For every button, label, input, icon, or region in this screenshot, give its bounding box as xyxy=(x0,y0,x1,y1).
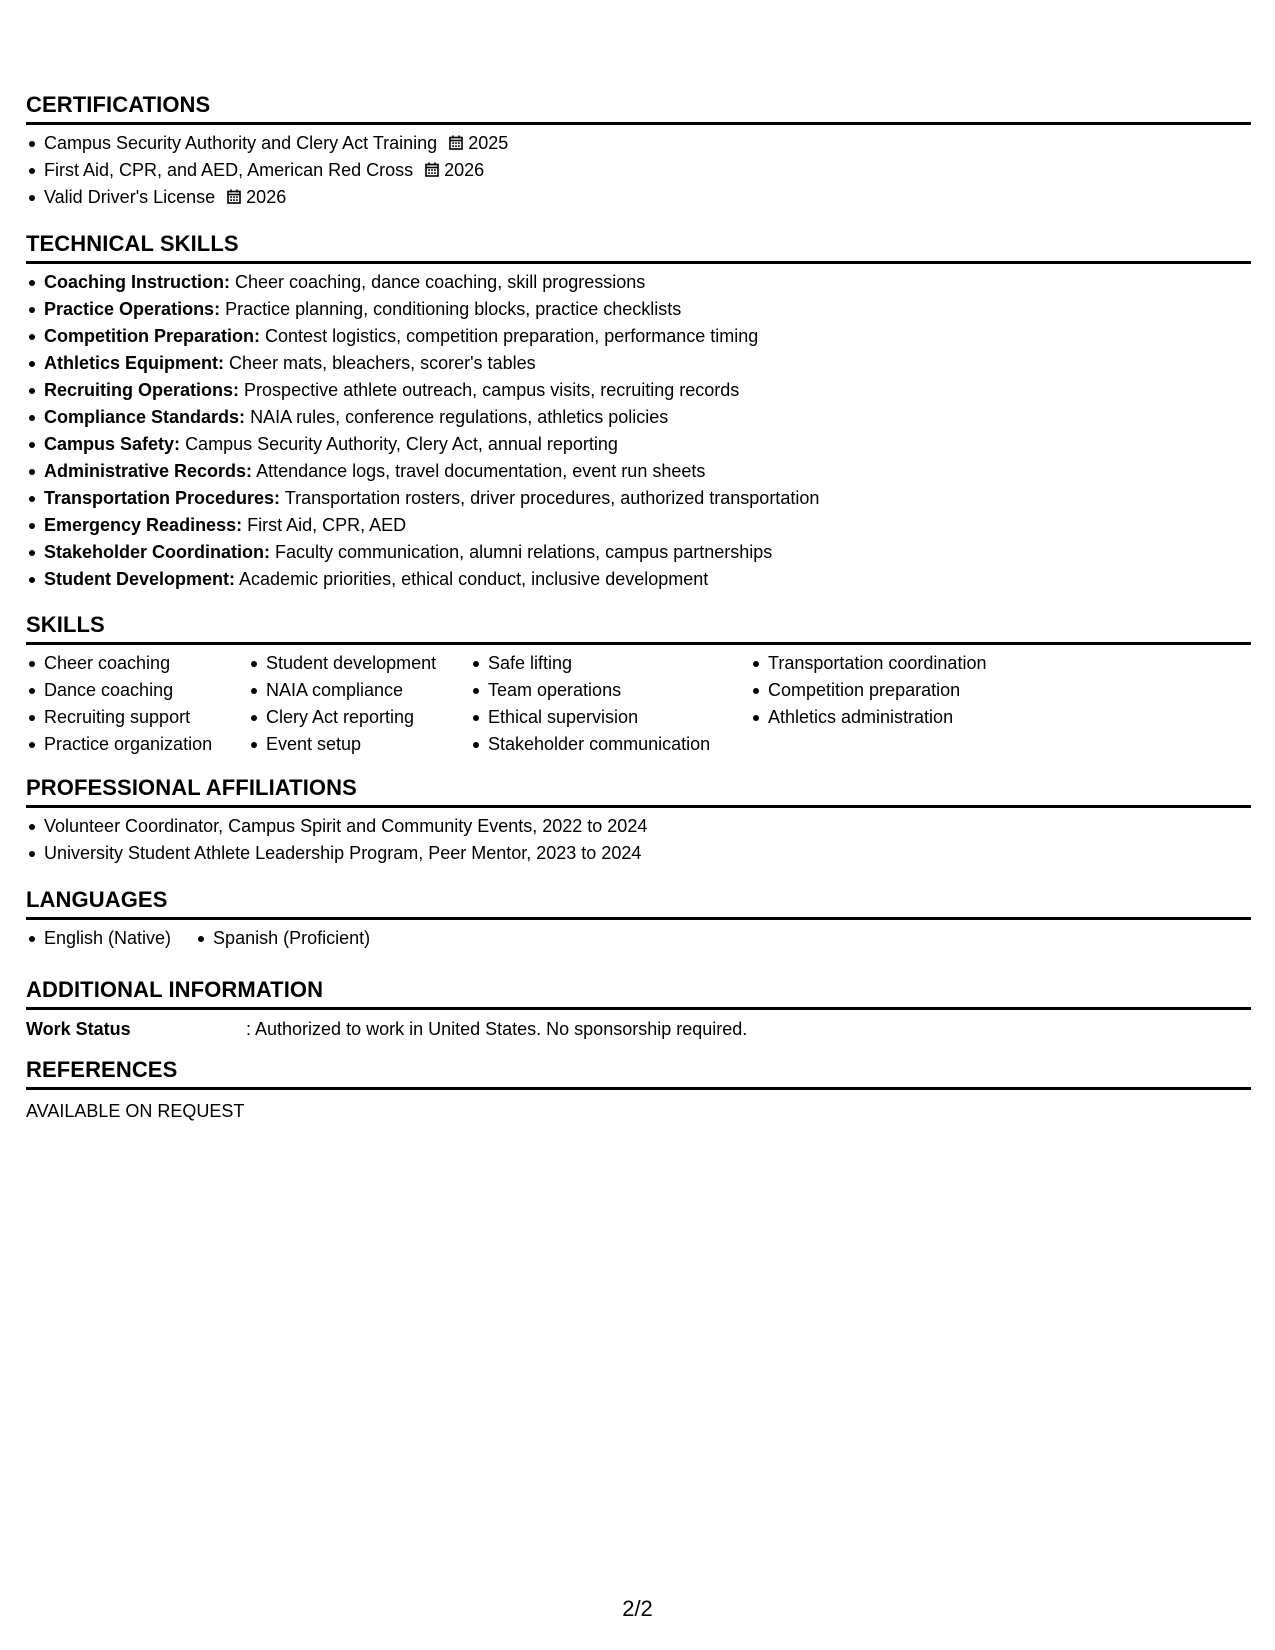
section-title-affiliations: PROFESSIONAL AFFILIATIONS xyxy=(26,775,1251,808)
list-item: Student development xyxy=(248,650,470,677)
skill-category-label: Stakeholder Coordination: xyxy=(44,542,271,562)
list-item: Volunteer Coordinator, Campus Spirit and Community Events, 2022 to 2024 xyxy=(26,813,1251,840)
skill-category-label: Athletics Equipment: xyxy=(44,353,225,373)
skill-category-text: NAIA rules, conference regulations, athletics policies xyxy=(250,407,669,427)
skill-category-text: Transportation rosters, driver procedures, authorized transportation xyxy=(284,488,820,508)
certifications-section xyxy=(26,92,1251,211)
skills-grid xyxy=(26,650,1251,758)
certification-name: Valid Driver's License xyxy=(44,187,216,207)
list-item xyxy=(26,323,1251,350)
technical-skills-section xyxy=(26,231,1251,593)
list-item: Ethical supervision xyxy=(470,704,750,731)
skill-category-label: Student Development: xyxy=(44,569,236,589)
list-item: Practice organization xyxy=(26,731,248,758)
list-item: Athletics administration xyxy=(750,704,1050,731)
skill-category-text: Cheer coaching, dance coaching, skill progressions xyxy=(235,272,646,292)
certification-name: Campus Security Authority and Clery Act Training xyxy=(44,133,438,153)
skills-column xyxy=(248,650,470,758)
work-status-row xyxy=(26,1016,1251,1042)
list-item xyxy=(26,458,1251,485)
skills-column xyxy=(750,650,1050,758)
references-section xyxy=(26,1057,1251,1124)
list-item: Spanish (Proficient) xyxy=(195,925,370,952)
work-status-label: Work Status xyxy=(26,1019,131,1039)
list-item: University Student Athlete Leadership Program, Peer Mentor, 2023 to 2024 xyxy=(26,840,1251,867)
affiliations-list xyxy=(26,813,1251,867)
certification-name: First Aid, CPR, and AED, American Red Cross xyxy=(44,160,414,180)
skill-category-text: Practice planning, conditioning blocks, practice checklists xyxy=(225,299,682,319)
references-text: AVAILABLE ON REQUEST xyxy=(26,1101,245,1121)
list-item: Cheer coaching xyxy=(26,650,248,677)
list-item: Event setup xyxy=(248,731,470,758)
list-item: English (Native) xyxy=(26,925,171,952)
skill-category-text: Faculty communication, alumni relations, campus partnerships xyxy=(275,542,773,562)
skill-category-label: Recruiting Operations: xyxy=(44,380,240,400)
skills-section xyxy=(26,612,1251,758)
list-item: NAIA compliance xyxy=(248,677,470,704)
calendar-icon xyxy=(227,189,241,204)
list-item xyxy=(26,269,1251,296)
certification-year: 2026 xyxy=(444,160,485,180)
list-item: Safe lifting xyxy=(470,650,750,677)
list-item xyxy=(26,377,1251,404)
skill-category-text: Prospective athlete outreach, campus visits, recruiting records xyxy=(244,380,740,400)
affiliations-section xyxy=(26,775,1251,867)
list-item: Transportation coordination xyxy=(750,650,1050,677)
skills-column xyxy=(470,650,750,758)
skills-column xyxy=(26,650,248,758)
skill-category-text: Campus Security Authority, Clery Act, annual reporting xyxy=(185,434,618,454)
skill-category-label: Transportation Procedures: xyxy=(44,488,281,508)
list-item: Competition preparation xyxy=(750,677,1050,704)
certifications-list xyxy=(26,130,1251,211)
section-title-references: REFERENCES xyxy=(26,1057,1251,1090)
skill-category-text: Academic priorities, ethical conduct, inclusive development xyxy=(239,569,709,589)
list-item xyxy=(26,130,1251,157)
section-title-certifications: CERTIFICATIONS xyxy=(26,92,1251,125)
technical-skills-list xyxy=(26,269,1251,593)
skill-category-label: Coaching Instruction: xyxy=(44,272,230,292)
section-title-skills: SKILLS xyxy=(26,612,1251,645)
additional-info-section xyxy=(26,977,1251,1042)
skill-category-label: Practice Operations: xyxy=(44,299,221,319)
list-item xyxy=(26,485,1251,512)
page-number: 2/2 xyxy=(622,1596,653,1621)
list-item xyxy=(26,184,1251,211)
skill-category-text: Cheer mats, bleachers, scorer's tables xyxy=(229,353,536,373)
skill-category-label: Campus Safety: xyxy=(44,434,181,454)
skill-category-text: Attendance logs, travel documentation, event run sheets xyxy=(256,461,706,481)
list-item: Dance coaching xyxy=(26,677,248,704)
languages-section xyxy=(26,887,1251,952)
list-item xyxy=(26,157,1251,184)
list-item xyxy=(26,566,1251,593)
list-item: Team operations xyxy=(470,677,750,704)
skill-category-text: First Aid, CPR, AED xyxy=(247,515,407,535)
calendar-icon xyxy=(449,135,463,150)
section-title-languages: LANGUAGES xyxy=(26,887,1251,920)
list-item xyxy=(26,539,1251,566)
calendar-icon xyxy=(425,162,439,177)
skill-category-label: Emergency Readiness: xyxy=(44,515,243,535)
skill-category-label: Administrative Records: xyxy=(44,461,253,481)
certification-year: 2026 xyxy=(246,187,287,207)
list-item xyxy=(26,350,1251,377)
skill-category-label: Compliance Standards: xyxy=(44,407,246,427)
certification-year: 2025 xyxy=(468,133,509,153)
work-status-value: : Authorized to work in United States. No sponsorship required. xyxy=(246,1019,748,1039)
list-item: Recruiting support xyxy=(26,704,248,731)
skill-category-label: Competition Preparation: xyxy=(44,326,261,346)
section-title-additional-info: ADDITIONAL INFORMATION xyxy=(26,977,1251,1010)
languages-list xyxy=(26,925,1251,952)
list-item xyxy=(26,431,1251,458)
list-item xyxy=(26,512,1251,539)
list-item: Stakeholder communication xyxy=(470,731,750,758)
list-item: Clery Act reporting xyxy=(248,704,470,731)
list-item xyxy=(26,296,1251,323)
skill-category-text: Contest logistics, competition preparation, performance timing xyxy=(265,326,759,346)
section-title-technical-skills: TECHNICAL SKILLS xyxy=(26,231,1251,264)
list-item xyxy=(26,404,1251,431)
